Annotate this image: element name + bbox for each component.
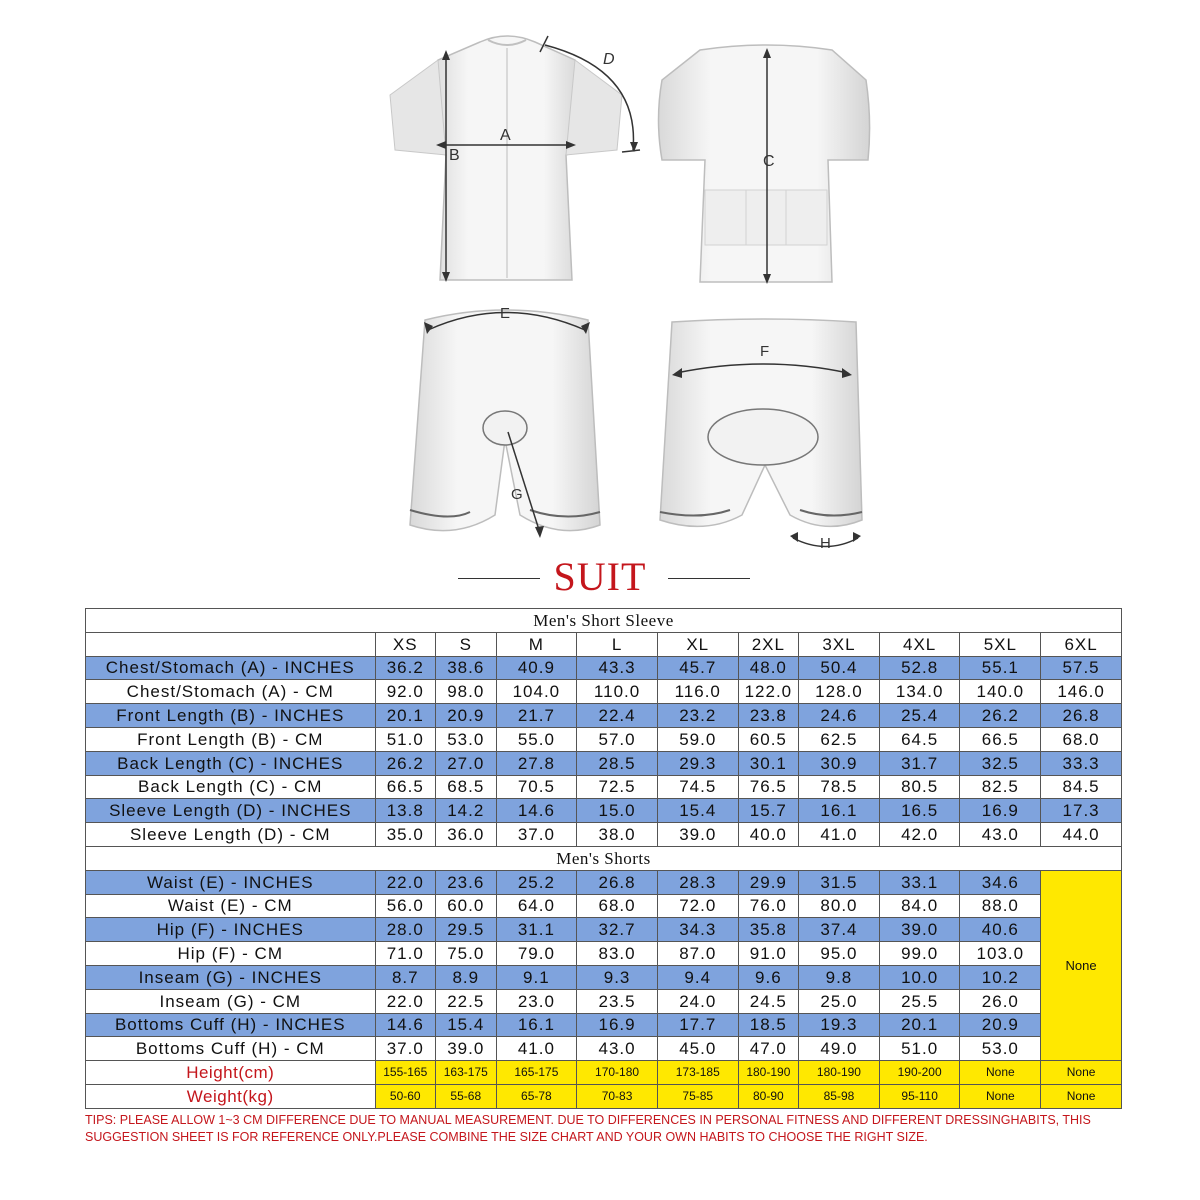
row-label: Waist (E) - CM: [86, 894, 376, 918]
table-cell: 75-85: [657, 1084, 738, 1108]
table-row: [86, 823, 1122, 847]
table-cell: 35.0: [375, 823, 436, 847]
size-header-cell: L: [577, 632, 658, 656]
table-cell: 16.9: [577, 1013, 658, 1037]
section-row: [86, 846, 1122, 870]
table-cell: 22.0: [375, 870, 436, 894]
table-cell: 34.6: [960, 870, 1041, 894]
row-label: Hip (F) - CM: [86, 942, 376, 966]
table-cell: 76.5: [738, 775, 799, 799]
table-cell: 99.0: [879, 942, 960, 966]
table-cell: 78.5: [799, 775, 880, 799]
label-b: B: [449, 147, 460, 164]
table-cell: 163-175: [436, 1061, 497, 1085]
table-cell: 104.0: [496, 680, 577, 704]
size-header-cell: 2XL: [738, 632, 799, 656]
table-cell: 9.1: [496, 965, 577, 989]
table-cell: 42.0: [879, 823, 960, 847]
table-cell: 38.0: [577, 823, 658, 847]
row-label: Back Length (C) - CM: [86, 775, 376, 799]
shorts-front: [410, 310, 600, 538]
table-row: [86, 751, 1122, 775]
table-cell: 22.5: [436, 989, 497, 1013]
row-label: Hip (F) - INCHES: [86, 918, 376, 942]
row-label: Inseam (G) - CM: [86, 989, 376, 1013]
size-header-cell: XL: [657, 632, 738, 656]
weight-row: [86, 1084, 1122, 1108]
row-label: Chest/Stomach (A) - INCHES: [86, 656, 376, 680]
table-cell: 55.1: [960, 656, 1041, 680]
table-row: [86, 894, 1122, 918]
table-cell: 64.5: [879, 727, 960, 751]
table-cell: 43.0: [577, 1037, 658, 1061]
table-cell: 24.6: [799, 704, 880, 728]
table-cell: 32.7: [577, 918, 658, 942]
row-label: Weight(kg): [86, 1084, 376, 1108]
table-cell: 26.8: [1041, 704, 1122, 728]
table-cell: 20.1: [879, 1013, 960, 1037]
row-label: Sleeve Length (D) - CM: [86, 823, 376, 847]
row-label: Height(cm): [86, 1061, 376, 1085]
table-cell: 87.0: [657, 942, 738, 966]
table-cell: 98.0: [436, 680, 497, 704]
table-row: [86, 965, 1122, 989]
table-row: [86, 1037, 1122, 1061]
table-cell: 27.8: [496, 751, 577, 775]
table-cell: 8.7: [375, 965, 436, 989]
suit-title: [0, 552, 1200, 602]
table-cell: 20.1: [375, 704, 436, 728]
table-cell: 32.5: [960, 751, 1041, 775]
table-cell: 24.0: [657, 989, 738, 1013]
table-cell: 80.0: [799, 894, 880, 918]
table-cell: 29.5: [436, 918, 497, 942]
table-cell: 31.5: [799, 870, 880, 894]
table-cell: 62.5: [799, 727, 880, 751]
row-label: Front Length (B) - CM: [86, 727, 376, 751]
table-cell: 37.0: [496, 823, 577, 847]
table-cell: 29.9: [738, 870, 799, 894]
table-cell: 10.0: [879, 965, 960, 989]
section-row: [86, 609, 1122, 633]
table-cell: 165-175: [496, 1061, 577, 1085]
table-cell: 22.4: [577, 704, 658, 728]
table-cell: 76.0: [738, 894, 799, 918]
table-cell: 68.0: [1041, 727, 1122, 751]
row-label: Bottoms Cuff (H) - CM: [86, 1037, 376, 1061]
row-label: Back Length (C) - INCHES: [86, 751, 376, 775]
table-cell: 36.0: [436, 823, 497, 847]
table-cell: 66.5: [960, 727, 1041, 751]
table-cell: 13.8: [375, 799, 436, 823]
label-a: A: [500, 127, 511, 144]
table-cell: 23.5: [577, 989, 658, 1013]
table-cell: 33.1: [879, 870, 960, 894]
row-label: Inseam (G) - INCHES: [86, 965, 376, 989]
table-cell: 38.6: [436, 656, 497, 680]
size-header-row: [86, 632, 1122, 656]
table-cell: 53.0: [436, 727, 497, 751]
table-cell: 25.4: [879, 704, 960, 728]
table-cell: 15.0: [577, 799, 658, 823]
table-cell: 49.0: [799, 1037, 880, 1061]
table-cell: 79.0: [496, 942, 577, 966]
table-cell: 71.0: [375, 942, 436, 966]
table-cell: 60.0: [436, 894, 497, 918]
table-cell: 34.3: [657, 918, 738, 942]
table-cell: 40.6: [960, 918, 1041, 942]
table-cell: 40.0: [738, 823, 799, 847]
table-cell: 103.0: [960, 942, 1041, 966]
table-cell: 18.5: [738, 1013, 799, 1037]
table-cell: None: [1041, 1061, 1122, 1085]
table-cell: 23.8: [738, 704, 799, 728]
table-cell: 155-165: [375, 1061, 436, 1085]
table-cell: 23.6: [436, 870, 497, 894]
table-cell: 84.0: [879, 894, 960, 918]
table-cell: 75.0: [436, 942, 497, 966]
shorts-6xl-none-cell: None: [1041, 870, 1122, 1060]
table-cell: 41.0: [496, 1037, 577, 1061]
table-cell: 180-190: [738, 1061, 799, 1085]
table-cell: 146.0: [1041, 680, 1122, 704]
size-header-cell: 3XL: [799, 632, 880, 656]
table-row: [86, 704, 1122, 728]
table-cell: 17.7: [657, 1013, 738, 1037]
size-header-cell: XS: [375, 632, 436, 656]
table-row: [86, 989, 1122, 1013]
table-cell: 45.7: [657, 656, 738, 680]
table-cell: 65-78: [496, 1084, 577, 1108]
table-cell: 33.3: [1041, 751, 1122, 775]
table-cell: 26.2: [375, 751, 436, 775]
table-cell: 66.5: [375, 775, 436, 799]
label-g: G: [511, 486, 523, 503]
table-cell: 59.0: [657, 727, 738, 751]
table-cell: 15.4: [657, 799, 738, 823]
table-cell: 27.0: [436, 751, 497, 775]
table-cell: 85-98: [799, 1084, 880, 1108]
table-cell: 28.5: [577, 751, 658, 775]
table-cell: 28.3: [657, 870, 738, 894]
table-cell: 20.9: [436, 704, 497, 728]
table-row: [86, 775, 1122, 799]
label-d: D: [603, 51, 615, 68]
table-cell: 28.0: [375, 918, 436, 942]
table-cell: 16.9: [960, 799, 1041, 823]
table-cell: 57.0: [577, 727, 658, 751]
table-cell: 68.0: [577, 894, 658, 918]
table-cell: 14.6: [496, 799, 577, 823]
table-cell: 52.8: [879, 656, 960, 680]
row-label: Front Length (B) - INCHES: [86, 704, 376, 728]
section-title-jersey: Men's Short Sleeve: [86, 609, 1122, 633]
table-cell: 16.5: [879, 799, 960, 823]
table-cell: 47.0: [738, 1037, 799, 1061]
size-header-cell: 6XL: [1041, 632, 1122, 656]
row-label: Sleeve Length (D) - INCHES: [86, 799, 376, 823]
height-row: [86, 1061, 1122, 1085]
table-row: [86, 727, 1122, 751]
label-h: H: [820, 535, 831, 552]
table-cell: 72.5: [577, 775, 658, 799]
table-cell: 25.0: [799, 989, 880, 1013]
label-f: F: [760, 343, 770, 360]
title-rule-right: [668, 578, 750, 579]
table-row: [86, 870, 1122, 894]
table-row: [86, 680, 1122, 704]
tips-note: TIPS: PLEASE ALLOW 1~3 CM DIFFERENCE DUE TO MANUAL MEASUREMENT. DUE TO DIFFERENCES IN PERSONAL FITNESS AND DIFFERENT DRESSINGHABITS, THIS SUGGESTION SHEET IS FOR REFERENCE ONLY.PLEASE COMBINE THE SIZE CHART AND YOUR OWN HABITS TO CHOOSE THE RIGHT SIZE.: [85, 1113, 1091, 1144]
size-chart-table: [85, 608, 1122, 1109]
header-blank-cell: [86, 632, 376, 656]
table-cell: 26.8: [577, 870, 658, 894]
table-cell: 30.9: [799, 751, 880, 775]
table-cell: 39.0: [436, 1037, 497, 1061]
table-cell: 55.0: [496, 727, 577, 751]
table-cell: 173-185: [657, 1061, 738, 1085]
table-cell: 8.9: [436, 965, 497, 989]
table-cell: 91.0: [738, 942, 799, 966]
table-cell: 25.5: [879, 989, 960, 1013]
table-cell: 50-60: [375, 1084, 436, 1108]
size-header-cell: S: [436, 632, 497, 656]
table-cell: 44.0: [1041, 823, 1122, 847]
table-cell: 92.0: [375, 680, 436, 704]
table-cell: 134.0: [879, 680, 960, 704]
table-cell: 20.9: [960, 1013, 1041, 1037]
table-cell: 170-180: [577, 1061, 658, 1085]
table-cell: 82.5: [960, 775, 1041, 799]
table-cell: 23.2: [657, 704, 738, 728]
table-cell: 26.2: [960, 704, 1041, 728]
table-cell: 35.8: [738, 918, 799, 942]
table-cell: 53.0: [960, 1037, 1041, 1061]
table-cell: 57.5: [1041, 656, 1122, 680]
row-label: Waist (E) - INCHES: [86, 870, 376, 894]
table-cell: 17.3: [1041, 799, 1122, 823]
table-cell: 68.5: [436, 775, 497, 799]
table-cell: 36.2: [375, 656, 436, 680]
table-cell: 140.0: [960, 680, 1041, 704]
table-row: [86, 1013, 1122, 1037]
table-cell: 10.2: [960, 965, 1041, 989]
table-cell: 95.0: [799, 942, 880, 966]
table-cell: 51.0: [879, 1037, 960, 1061]
section-title-shorts: Men's Shorts: [86, 846, 1122, 870]
row-label: Bottoms Cuff (H) - INCHES: [86, 1013, 376, 1037]
table-cell: 43.0: [960, 823, 1041, 847]
table-cell: 70.5: [496, 775, 577, 799]
row-label: Chest/Stomach (A) - CM: [86, 680, 376, 704]
table-cell: 50.4: [799, 656, 880, 680]
table-cell: 72.0: [657, 894, 738, 918]
table-cell: 60.5: [738, 727, 799, 751]
table-cell: 29.3: [657, 751, 738, 775]
table-cell: 48.0: [738, 656, 799, 680]
table-cell: 45.0: [657, 1037, 738, 1061]
size-header-cell: 5XL: [960, 632, 1041, 656]
table-cell: 39.0: [657, 823, 738, 847]
table-cell: 80.5: [879, 775, 960, 799]
table-cell: 84.5: [1041, 775, 1122, 799]
table-cell: 21.7: [496, 704, 577, 728]
table-cell: 31.1: [496, 918, 577, 942]
table-cell: None: [960, 1084, 1041, 1108]
table-cell: 110.0: [577, 680, 658, 704]
table-row: [86, 799, 1122, 823]
table-cell: 15.4: [436, 1013, 497, 1037]
table-cell: 88.0: [960, 894, 1041, 918]
table-cell: 122.0: [738, 680, 799, 704]
table-cell: 39.0: [879, 918, 960, 942]
suit-title-text: SUIT: [553, 554, 647, 599]
table-cell: 16.1: [496, 1013, 577, 1037]
jersey-front: [390, 36, 640, 282]
table-row: [86, 918, 1122, 942]
table-cell: 9.6: [738, 965, 799, 989]
table-cell: 15.7: [738, 799, 799, 823]
table-cell: None: [1041, 1084, 1122, 1108]
size-header-cell: M: [496, 632, 577, 656]
table-cell: 37.0: [375, 1037, 436, 1061]
table-cell: 31.7: [879, 751, 960, 775]
table-cell: 80-90: [738, 1084, 799, 1108]
table-cell: 24.5: [738, 989, 799, 1013]
table-cell: 37.4: [799, 918, 880, 942]
table-cell: 19.3: [799, 1013, 880, 1037]
table-cell: 26.0: [960, 989, 1041, 1013]
label-c: C: [763, 153, 775, 170]
table-cell: 43.3: [577, 656, 658, 680]
table-cell: 190-200: [879, 1061, 960, 1085]
table-cell: None: [960, 1061, 1041, 1085]
table-cell: 116.0: [657, 680, 738, 704]
table-row: [86, 942, 1122, 966]
table-cell: 74.5: [657, 775, 738, 799]
table-cell: 16.1: [799, 799, 880, 823]
table-cell: 9.4: [657, 965, 738, 989]
table-cell: 70-83: [577, 1084, 658, 1108]
table-cell: 40.9: [496, 656, 577, 680]
label-e: E: [500, 305, 511, 322]
table-cell: 9.8: [799, 965, 880, 989]
table-cell: 14.2: [436, 799, 497, 823]
table-cell: 95-110: [879, 1084, 960, 1108]
table-row: [86, 656, 1122, 680]
table-cell: 83.0: [577, 942, 658, 966]
table-cell: 23.0: [496, 989, 577, 1013]
table-cell: 41.0: [799, 823, 880, 847]
size-header-cell: 4XL: [879, 632, 960, 656]
table-cell: 30.1: [738, 751, 799, 775]
table-cell: 22.0: [375, 989, 436, 1013]
table-cell: 64.0: [496, 894, 577, 918]
table-cell: 128.0: [799, 680, 880, 704]
table-cell: 14.6: [375, 1013, 436, 1037]
table-cell: 25.2: [496, 870, 577, 894]
table-cell: 9.3: [577, 965, 658, 989]
table-cell: 56.0: [375, 894, 436, 918]
table-cell: 180-190: [799, 1061, 880, 1085]
table-cell: 51.0: [375, 727, 436, 751]
table-cell: 55-68: [436, 1084, 497, 1108]
